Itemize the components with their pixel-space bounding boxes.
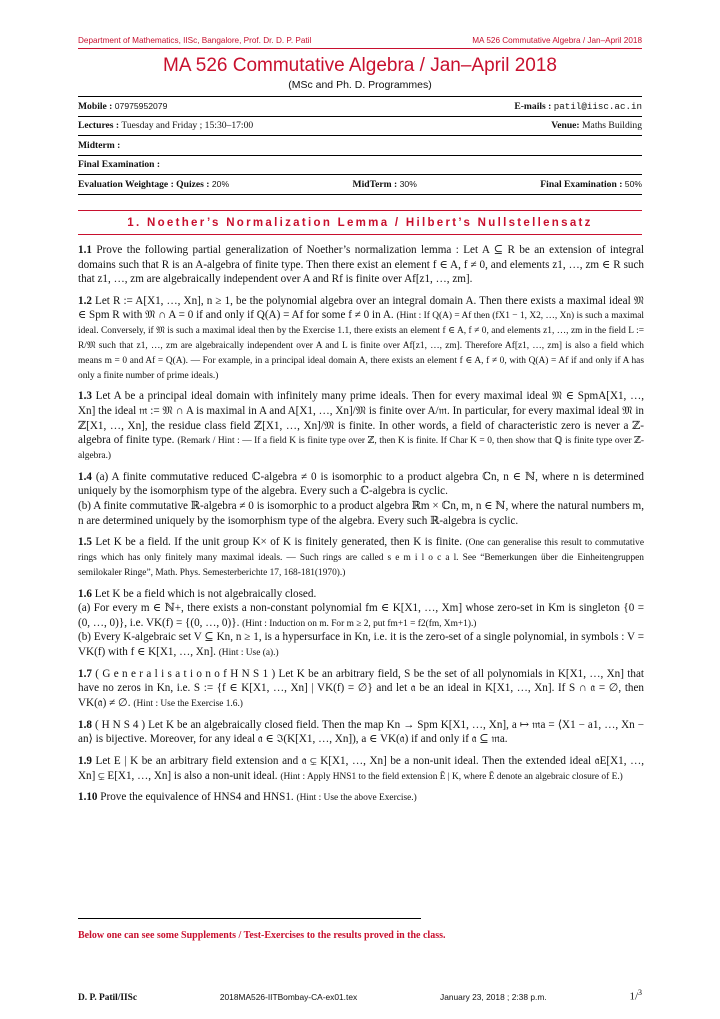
exercise-text: ( H N S 4 ) Let K be an algebraically closed field. Then the map Kn → Spm K[X1, …, Xn], a ↦ 𝔪a = ⟨X1 − a1, …, Xn − an⟩ is bijective. Moreover, for any ideal 𝔞 ∈ ℑ(K[X1, …, Xn]), a ∈ VK(𝔞) if and only if 𝔞 ⊆ 𝔪a. [78,718,644,746]
exercise-number: 1.10 [78,791,98,804]
info-row-lectures [78,117,642,137]
exercise-hint: (One can generalise this result to commutative rings which has only finitely many maximal ideals. — Such rings are called s e m i l o c a l. See “Bemerkungen über die Einheitengruppen semilokaler Ringe”, Math. Phys. Semesterberichte 17, 168-181(1970).) [78,538,644,578]
exercise-text: Let R := A[X1, …, Xn], n ≥ 1, be the polynomial algebra over an integral domain A. Then there exists a maximal ideal 𝔐 ∈ Spm R with 𝔐 ∩ A = 0 if and only if Q(A) = Af for some f ≠ 0 in A. [78,294,644,322]
exercise-text: ( G e n e r a l i s a t i o n o f H N S 1 ) Let K be an arbitrary field, S be the set of all polynomials in K[X1, …, Xn] that have no zeros in Kn, i.e. S := {f ∈ K[X1, …, Xn] | VK(f) = ∅} and let 𝔞 be an ideal in K[X1, …, Xn]. If S ∩ 𝔞 = ∅, then VK(𝔞) ≠ ∅. [78,667,644,710]
exercise-1-6 [78,587,644,660]
exercise-number: 1.2 [78,294,92,307]
exercise-list [78,243,644,812]
exercise-text: Let K be a field. If the unit group K× of K is finitely generated, then K is finite. [95,536,462,549]
exercise-1-3 [78,389,644,462]
exercise-text: (a) A finite commutative reduced ℂ-algebra ≠ 0 is isomorphic to a product algebra ℂn, n ∈ ℕ, where n is determined uniquely by the isomorphism type of the algebra. Every such a ℂ-algebra is cyclic. [78,470,644,498]
exercise-text: Let K be a field which is not algebraically closed. [94,587,317,600]
page-current: 1 [629,990,635,1003]
venue-label: Venue: [551,120,580,132]
header-right: MA 526 Commutative Algebra / Jan–April 2018 [472,36,642,45]
quizes-value: 20% [211,178,230,189]
section-heading: 1. Noether’s Normalization Lemma / Hilbert’s Nullstellensatz [78,210,642,235]
exercise-1-9 [78,754,644,783]
footer-date: January 23, 2018 ; 2:38 p.m. [440,991,547,1002]
exercise-hint: (Hint : If Q(A) = Af then (fX1 − 1, X2, …, Xn) is such a maximal ideal. Conversely, if 𝔐 is such a maximal ideal then by the Exercise 1.1, there exists an element f ∈ A, f ≠ 0, and elements z1, …, zm in the field L := R/𝔐 such that z1, …, zm are algebraically independent over A and L is finite over Af[z1, …, zm]. Therefore Af[z1, …, zm] is also a field which means m = 0 and Af = Q(A). — For example, in a principal ideal domain A, there exists an element f ∈ A, f ≠ 0, with Q(A) = Af if and only if A has only a finite number of prime ideals.) [78,311,644,381]
exercise-text: Let E | K be an arbitrary field extension and 𝔞 ⊊ K[X1, …, Xn] be a non-unit ideal. Then the extended ideal 𝔞E[X1, …, Xn] ⊊ E[X1, …, Xn] is also a non-unit ideal. [78,755,644,782]
info-row-weightage [78,175,642,195]
exercise-1-1 [78,243,644,287]
exercise-hint-b: (Hint : Use (a).) [218,648,279,659]
midterm-weight-value: 30% [399,178,417,189]
final-label: Final Examination : [78,159,161,171]
exercise-text-b: (b) A finite commutative ℝ-algebra ≠ 0 is isomorphic to a product algebra ℝm × ℂn, m, n ∈ ℕ, where the natural numbers m, n are determined uniquely by the isomorphism type of the algebra. Every such ℝ-algebra is cyclic. [78,499,644,527]
email-value: patil@iisc.ac.in [553,100,642,112]
exercise-text: Let A be a principal ideal domain with infinitely many prime ideals. Then for every maximal ideal 𝔐 ∈ SpmA[X1, …, Xn] the ideal 𝔪 := 𝔐 ∩ A is maximal in A and A[X1, …, Xn]/𝔐 is finite over A/𝔪. In particular, for every maximal ideal 𝔐 in ℤ[X1, …, Xn], the residue class field ℤ[X1, …, Xn]/𝔐 is finite. In other words, a field of characteristic zero is never a ℤ-algebra of finite type. [78,390,644,447]
email-label: E-mails : [514,100,552,112]
exercise-number: 1.3 [78,390,92,403]
exercise-hint: (Hint : Use the above Exercise.) [296,793,417,804]
exercise-text-a: (a) For every m ∈ ℕ+, there exists a non-constant polynomial fm ∈ K[X1, …, Xm] whose zero-set in Km is singleton {0 = (0, …, 0)}, i.e. VK(f) = {(0, …, 0)}. [78,602,644,629]
page-subtitle: (MSc and Ph. D. Programmes) [288,79,432,91]
exercise-number: 1.1 [78,244,92,256]
info-row-final [78,156,642,176]
info-row-contact [78,97,642,117]
final-weight-label: Final Examination : [540,178,623,190]
weightage-label: Evaluation Weightage : Quizes : [78,178,210,190]
header-left: Department of Mathematics, IISc, Bangalore, Prof. Dr. D. P. Patil [78,36,312,45]
exercise-text-b: (b) Every K-algebraic set V ⊆ Kn, n ≥ 1, is a hypersurface in Kn, i.e. it is the zero-set of a single polynomial, in symbols : V = VK(f) with f ∈ K[X1, …, Xn]. [78,631,644,659]
footer-author: D. P. Patil/IISc [78,992,138,1003]
footer-page-number: 1/$^3$ [629,988,642,1003]
exercise-hint: (Hint : Apply HNS1 to the field extension Ē | K, where Ē denote an algebraic closure of E.) [280,771,623,782]
exercise-1-4 [78,470,644,528]
midterm-label: Midterm : [78,139,121,151]
exercise-1-5 [78,535,644,579]
footer-file: 2018MA526-IITBombay-CA-ex01.tex [219,991,358,1002]
exercise-1-2 [78,294,644,383]
exercise-hint: (Hint : Use the Exercise 1.6.) [133,699,243,710]
exercise-number: 1.4 [78,470,92,483]
page-title: MA 526 Commutative Algebra / Jan–April 2018 [163,55,557,76]
exercise-number: 1.7 [78,667,92,680]
midterm-weight-label: MidTerm : [352,178,398,190]
venue-value: Maths Building [582,120,642,132]
footnote-rule [78,918,421,919]
exercise-1-8 [78,718,644,747]
header-rule [78,48,642,49]
exercise-number: 1.9 [78,755,92,768]
mobile-value: 07975952079 [114,100,168,111]
exercise-number: 1.6 [78,587,92,600]
exercise-number: 1.8 [78,718,92,731]
exercise-number: 1.5 [78,536,92,549]
lectures-value: Tuesday and Friday ; 15:30–17:00 [121,120,254,132]
lectures-label: Lectures : [78,120,120,132]
final-weight-value: 50% [624,178,642,189]
exercise-1-10 [78,790,644,805]
mobile-label: Mobile : [78,100,113,112]
supplement-note: Below one can see some Supplements / Test-Exercises to the results proved in the class. [78,930,446,941]
exercise-text: Prove the equivalence of HNS4 and HNS1. [100,791,294,804]
info-row-midterm [78,136,642,156]
exercise-text: Prove the following partial generalization of Noether’s normalization lemma : Let A ⊆ R be an extension of integral domains such that R is an A-algebra of finite type. Then there exist an element f ∈ A, f ≠ 0, and elements z1, …, zm ∈ R such that z1, …, zm are algebraically independent over A and Rf is finite over Af[z1, …, zm]. [78,244,644,286]
page-footer [78,988,642,1003]
exercise-hint: (Remark / Hint : — If a field K is finite type over ℤ, then K is finite. If Char K = 0, then show that ℚ is finite type over ℤ-algebra.) [78,436,644,461]
exercise-1-7 [78,667,644,711]
running-header [78,36,642,45]
exercise-hint: (Hint : Induction on m. For m ≥ 2, put fm+1 = f2(fm, Xm+1).) [242,618,477,629]
course-info-table [78,96,642,195]
page-total: 3 [638,988,642,997]
